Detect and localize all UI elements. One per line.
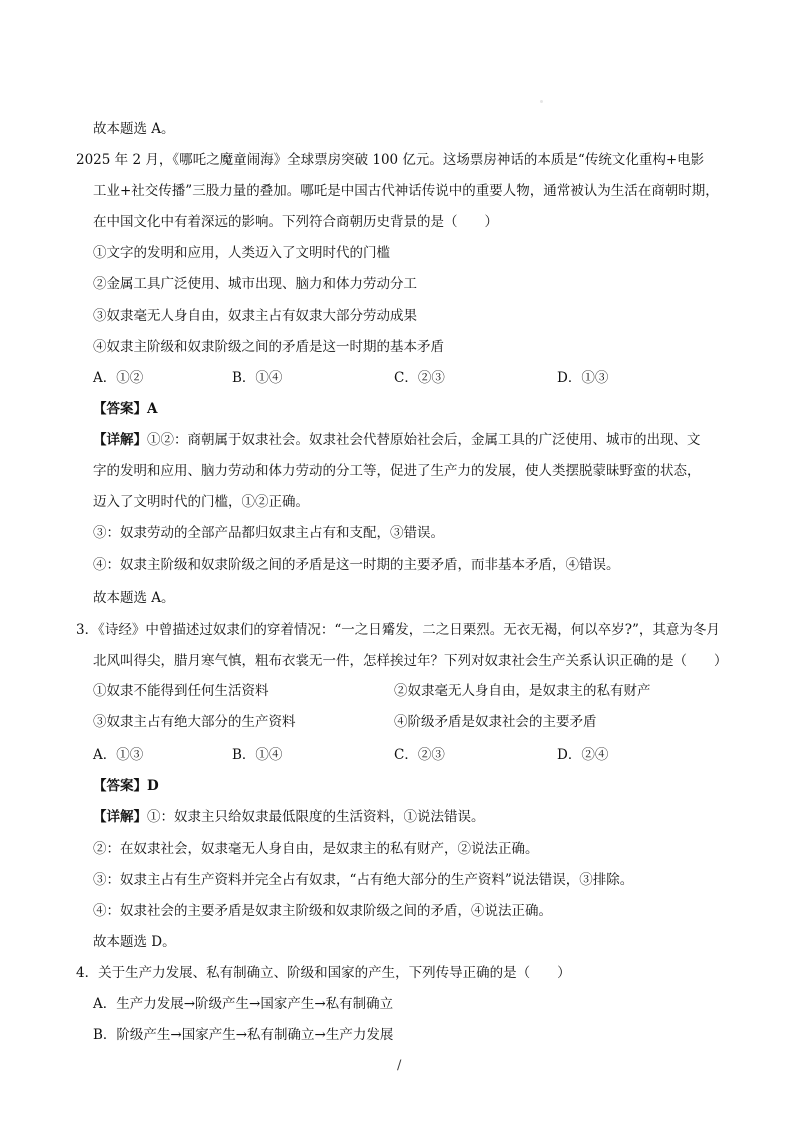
q3-stem-line2: 北风叫得尖，腊月寒气慎，粗布衣裳无一件，怎样挨过年？下列对奴隶社会生产关系认识正确的是（ ） [93,653,728,669]
page-footer-mark: / [397,1058,402,1073]
q2-detail-line4: ③：奴隶劳动的全部产品都归奴隶主占有和支配，③错误。 [93,525,444,541]
q2-option-a: A．①② [93,370,144,386]
q3-answer [93,777,159,795]
q2-conclusion: 故本题选 A。 [93,590,175,606]
q3-detail-line3: ③：奴隶主占有生产资料并完全占有奴隶，“占有绝大部分的生产资料”说法错误，③排除。 [93,872,634,888]
q3-option-a: A．①③ [93,747,144,763]
q2-item-4: ④奴隶主阶级和奴隶阶级之间的矛盾是这一时期的基本矛盾 [93,339,444,355]
q4-stem-line1 [76,964,571,982]
q2-stem-line1: 2025 年 2 月，《哪吒之魔童闹海》全球票房突破 100 亿元。这场票房神话的本质是“传统文化重构+电影 [76,152,705,168]
q3-item-1: ①奴隶不能得到任何生活资料 [93,683,269,699]
q3-option-b: B．①④ [232,747,283,763]
q3-answer-value: D [147,778,159,794]
q2-item-3: ③奴隶毫无人身自由，奴隶主占有奴隶大部分劳动成果 [93,308,417,324]
q3-item-4: ④阶级矛盾是奴隶社会的主要矛盾 [394,714,597,730]
q2-option-d: D．①③ [557,370,609,386]
q3-conclusion: 故本题选 D。 [93,934,176,950]
q3-stem-text1: 《诗经》中曾描述过奴隶们的穿着情况：“一之日觱发，二之日栗烈。无衣无褐，何以卒岁?”，其意为冬月 [98,622,720,638]
q4-option-a: A．生产力发展→阶级产生→国家产生→私有制确立 [93,996,394,1012]
q3-detail-line4: ④：奴隶社会的主要矛盾是奴隶主阶级和奴隶阶级之间的矛盾，④说法正确。 [93,903,552,919]
q4-number: 4． [76,965,99,981]
q2-stem-line3: 在中国文化中有着深远的影响。下列符合商朝历史背景的是（ ） [93,214,498,230]
q2-item-1: ①文字的发明和应用，人类迈入了文明时代的门槛 [93,245,390,261]
q2-detail-line1 [93,431,701,449]
q2-detail-line3: 迈入了文明时代的门槛，①②正确。 [93,494,309,510]
scan-speck [540,100,543,103]
q3-detail-text1: ①：奴隶主只给奴隶最低限度的生活资料，①说法错误。 [147,809,485,825]
q3-option-c: C．②③ [394,747,445,763]
q2-option-b: B．①④ [232,370,283,386]
q4-stem-text: 关于生产力发展、私有制确立、阶级和国家的产生，下列传导正确的是（ ） [98,965,571,981]
q2-detail-label: 【详解】 [93,432,147,448]
q2-option-c: C．②③ [394,370,445,386]
q3-detail-line1 [93,808,485,826]
q2-answer-value: A [147,401,158,417]
q3-item-2: ②奴隶毫无人身自由，是奴隶主的私有财产 [394,683,651,699]
q3-option-d: D．②④ [557,747,609,763]
q4-option-b: B．阶级产生→国家产生→私有制确立→生产力发展 [93,1027,394,1043]
q3-detail-label: 【详解】 [93,809,147,825]
q3-detail-line2: ②：在奴隶社会，奴隶毫无人身自由，是奴隶主的私有财产，②说法正确。 [93,841,539,857]
q3-answer-label: 【答案】 [93,778,147,794]
q2-detail-line2: 字的发明和应用、脑力劳动和体力劳动的分工等，促进了生产力的发展，使人类摆脱蒙昧野蛮的状态， [93,463,701,479]
q3-number: 3． [76,622,99,638]
q3-item-3: ③奴隶主占有绝大部分的生产资料 [93,714,296,730]
q2-answer-label: 【答案】 [93,401,147,417]
q2-answer [93,400,157,418]
prev-conclusion: 故本题选 A。 [93,121,175,137]
q2-detail-text1: ①②：商朝属于奴隶社会。奴隶社会代替原始社会后，金属工具的广泛使用、城市的出现、文 [147,432,701,448]
q3-stem-line1 [76,621,720,639]
q2-stem-line2: 工业+社交传播”三股力量的叠加。哪吒是中国古代神话传说中的重要人物，通常被认为生活在商朝时期， [93,183,719,199]
q2-item-2: ②金属工具广泛使用、城市出现、脑力和体力劳动分工 [93,276,417,292]
q2-detail-line5: ④：奴隶主阶级和奴隶阶级之间的矛盾是这一时期的主要矛盾，而非基本矛盾，④错误。 [93,557,620,573]
